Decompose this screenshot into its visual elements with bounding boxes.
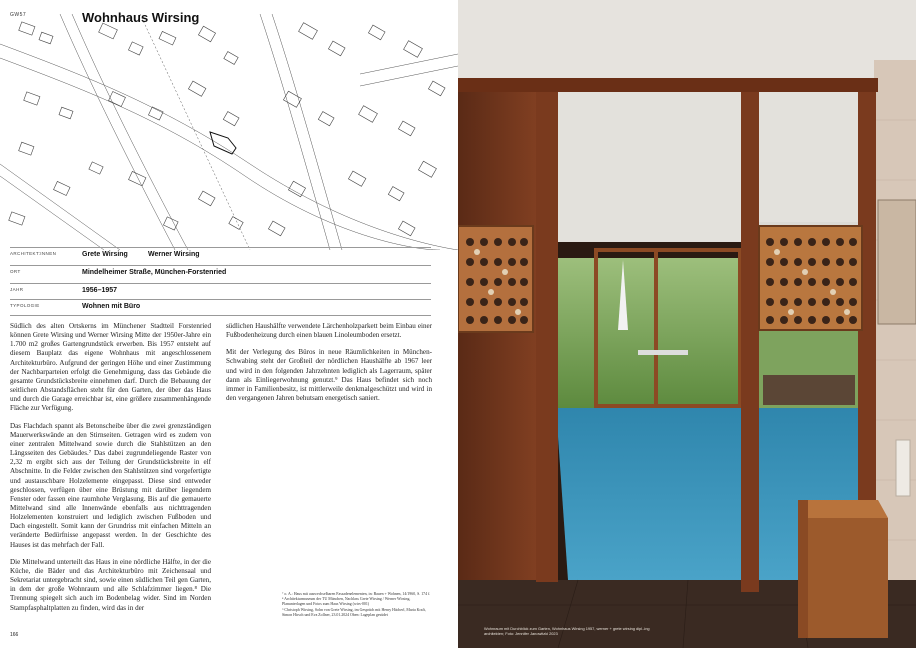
- footnotes: [282, 592, 432, 618]
- body-paragraph: Südlich des alten Ortskerns im Münchener Stadtteil Forstenried können Grete Wirsing und Werner Wirsing Mitte der 1950er-Jahre ein 1.700 m2 großes Gartengrundstück erwerben. Bis 1957 entsteht auf diesem Bauplatz das eigene Wohnhaus mit angeschlossenem Architekturbüro. Aufgrund der geringen Höhe und einer Zustimmung der Nachbarparteien erfolgt die Genehmigung, dass das Gebäude die gesamte Grundstücksbreite einnehmen darf. Durch die Bebauung der seitlichen Abstandsflächen steht für den Garten, der über das Haus und durch die Garage erreichbar ist, eine größere zusammenhängende Fläche zur Verfügung.: [10, 322, 211, 413]
- page-number: 166: [10, 632, 19, 638]
- body-paragraph: südlichen Haushälfte verwendete Lärchenholzparkett beim Einbau einer Fußbodenheizung durch einen blauen Linoleumboden ersetzt.: [226, 322, 432, 340]
- meta-value: Mindelheimer Straße, München-Forstenried: [82, 269, 227, 276]
- meta-value: Grete Wirsing: [82, 251, 128, 258]
- page-title: Wohnhaus Wirsing: [82, 10, 200, 25]
- footnote: ⁷ o. A.: Haus mit auswechselbaren Fassadenelementen, in: Bauen + Wohnen, 14/1960, S. 174 f.: [282, 592, 431, 596]
- meta-row-year: [10, 283, 431, 299]
- meta-value: Werner Wirsing: [148, 251, 200, 258]
- meta-label: TYPOLOGIE: [10, 303, 40, 308]
- meta-label: ARCHITEKT:INNEN: [10, 251, 57, 256]
- body-column-1: [10, 322, 211, 621]
- meta-label: JAHR: [10, 287, 24, 292]
- meta-row-location: [10, 265, 431, 281]
- site-plan-map: [0, 14, 458, 250]
- meta-value: Wohnen mit Büro: [82, 303, 141, 310]
- body-paragraph: Die Mittelwand unterteilt das Haus in eine nördliche Hälfte, in der die Küche, die Bäder und das Architekturbüro mit Zeichensaal und Sekretariat untergebracht sind, sowie einen südlichen Teil gen Garten, in dem der große Wohnraum und alle Schlafzimmer liegen.⁸ Die Trennung spiegelt sich auch im Bodenbelag wider. Sind im Norden Stampfasphaltplatten zu finden, wird das in der: [10, 557, 211, 612]
- footnote: ⁹ Christoph Wirsing, Sohn von Grete Wirsing, im Gespräch mit Henry Hächerl, Maria Kraft, Simon Hirsch und Eva Zollner, 23.01.2024 Oben: Lageplan gesüdet: [282, 607, 426, 617]
- body-column-2: [226, 322, 432, 411]
- project-code: GW57: [10, 12, 27, 18]
- interior-photo: [458, 0, 916, 648]
- house-footprint: [210, 132, 236, 154]
- body-paragraph: Das Flachdach spannt als Betonscheibe über die zwei grenzständigen Mauerwerkswände an den Stirnseiten. Getragen wird es zudem von einer zentralen Mittelwand sowie durch die Stahlstützen an den Längsseiten des Gebäudes.⁷ Das dabei zugrundeliegende Raster von 2,32 m ergibt sich aus der Teilung der Grundstücksbreite in elf Abschnitte. In die Felder zwischen den Stahlstützen sind vorgefertigte und austauschbare Holzelemente eingepasst. Diese sind entweder geschlossen, verfügen über eine Brüstung mit darüber liegendem Fenster oder fassen eine raumhohe Verglasung. Bis auf die gemauerte Mittelwand sind alle Innenwände ebenfalls aus nichttragenden Holzelementen konstruiert und lediglich zwischen Fußboden und Dach eingestellt. Somit kann der Grundriss mit einfachen Mitteln an veränderte Bedürfnisse angepasst werden. In der Geschichte des Hauses ist das mehrfach der Fall.: [10, 421, 211, 549]
- footnote: ⁸ Architekturmuseum der TU München, Nachlass Grete Wirsing / Werner Wirsing, Planunterlagen und Fotos zum Haus Wirsing (wirs-001): [282, 597, 411, 607]
- meta-label: ORT: [10, 269, 21, 274]
- body-paragraph: Mit der Verlegung des Büros in neue Räumlichkeiten in München-Schwabing steht der Großteil der nördlichen Haushälfte ab 1967 leer und wird in den folgenden Jahrzehnten lediglich als Lagerraum, später dann als Einliegerwohnung genutzt.⁹ Das Haus befindet sich noch immer in Familienbesitz, ist mittlerweile denkmalgeschützt und wird in den vergangenen Jahren behutsam energetisch saniert.: [226, 348, 432, 403]
- right-page: [458, 0, 916, 648]
- photo-caption: Wohnraum mit Durchblick zum Garten, Wohnhaus Wirsing 1957, werner + grete wirsing dipl.-ing architekten; Foto: Jennifer Janowitzki 2023: [484, 626, 650, 636]
- meta-row-typology: [10, 299, 431, 316]
- meta-value: 1956–1957: [82, 287, 118, 294]
- meta-row-architects: [10, 247, 431, 263]
